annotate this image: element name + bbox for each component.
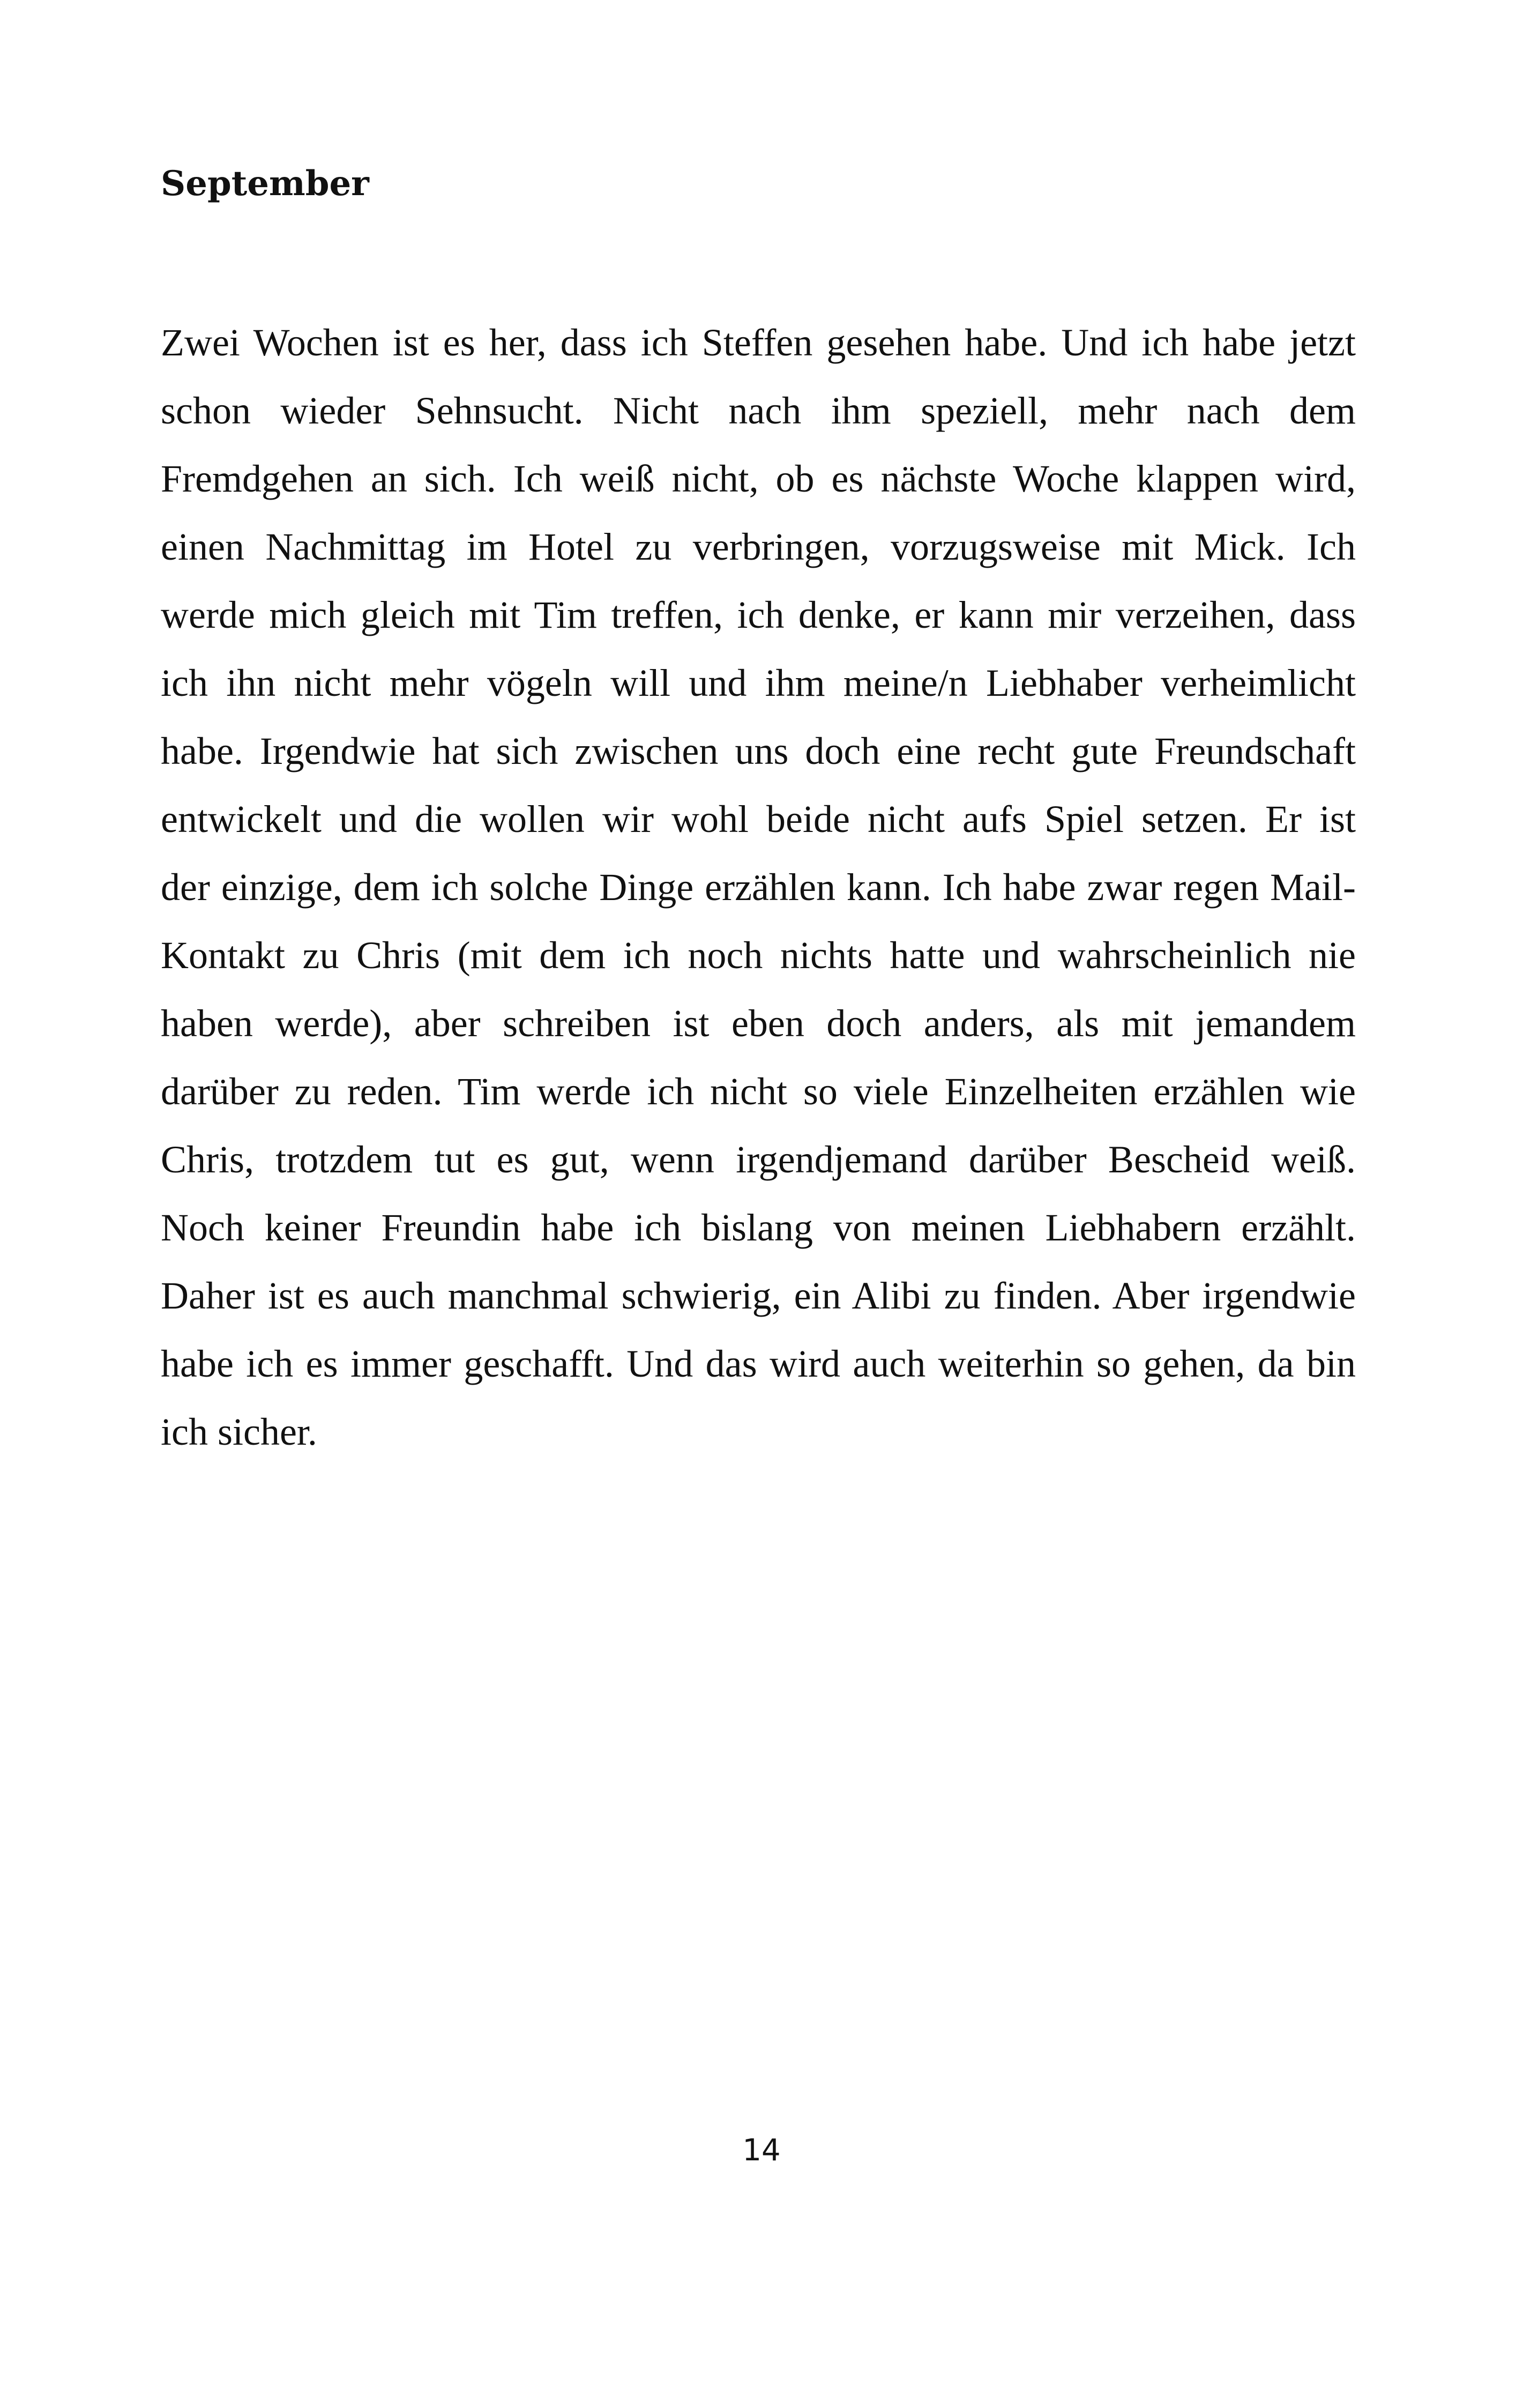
- paragraph-line: Kontakt zu Chris (mit dem ich noch nichts hatte und wahrscheinlich nie: [161, 934, 1356, 977]
- page-number: 14: [742, 2133, 781, 2168]
- paragraph-line: der einzige, dem ich solche Dinge erzählen kann. Ich habe zwar regen Mail-: [161, 866, 1356, 909]
- paragraph-line: Zwei Wochen ist es her, dass ich Steffen gesehen habe. Und ich habe jetzt: [161, 321, 1356, 364]
- paragraph-line: haben werde), aber schreiben ist eben doch anders, als mit jemandem: [161, 1002, 1356, 1045]
- paragraph-line: schon wieder Sehnsucht. Nicht nach ihm speziell, mehr nach dem: [161, 389, 1356, 432]
- paragraph-line: Chris, trotzdem tut es gut, wenn irgendjemand darüber Bescheid weiß.: [161, 1138, 1356, 1181]
- paragraph-line: habe. Irgendwie hat sich zwischen uns doch eine recht gute Freundschaft: [161, 730, 1356, 772]
- paragraph-line: darüber zu reden. Tim werde ich nicht so viele Einzelheiten erzählen wie: [161, 1070, 1356, 1113]
- paragraph-line: einen Nachmittag im Hotel zu verbringen, vorzugsweise mit Mick. Ich: [161, 525, 1356, 568]
- paragraph-line: ich sicher.: [161, 1410, 317, 1453]
- paragraph-line: Noch keiner Freundin habe ich bislang von meinen Liebhabern erzählt.: [161, 1206, 1356, 1249]
- chapter-heading: September: [161, 163, 369, 204]
- paragraph-line: ich ihn nicht mehr vögeln will und ihm meine/n Liebhaber verheimlicht: [161, 662, 1356, 704]
- paragraph-line: Daher ist es auch manchmal schwierig, ein Alibi zu finden. Aber irgendwie: [161, 1274, 1356, 1317]
- paragraph-line: werde mich gleich mit Tim treffen, ich denke, er kann mir verzeihen, dass: [161, 593, 1356, 636]
- paragraph-line: habe ich es immer geschafft. Und das wird auch weiterhin so gehen, da bin: [161, 1342, 1356, 1385]
- body-paragraph: [161, 309, 1356, 1466]
- paragraph-line: entwickelt und die wollen wir wohl beide nicht aufs Spiel setzen. Er ist: [161, 798, 1356, 841]
- paragraph-line: Fremdgehen an sich. Ich weiß nicht, ob es nächste Woche klappen wird,: [161, 457, 1356, 500]
